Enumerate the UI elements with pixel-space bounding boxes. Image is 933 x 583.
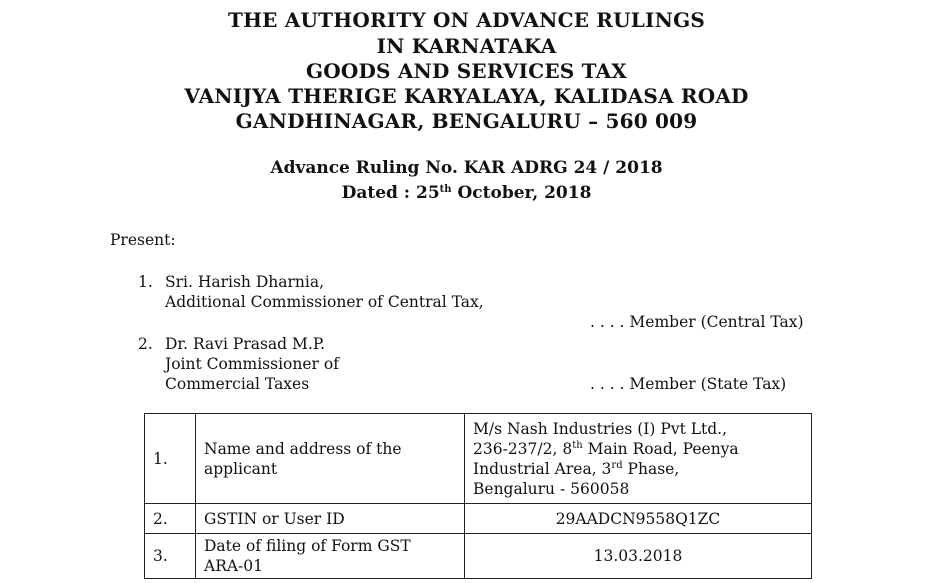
- member-role: . . . . Member (State Tax): [590, 375, 787, 393]
- member-title: Joint Commissioner of: [165, 355, 339, 373]
- row-value: 29AADCN9558Q1ZC: [465, 504, 812, 534]
- member-name: Dr. Ravi Prasad M.P.: [165, 335, 326, 353]
- member-number: 2.: [138, 335, 153, 353]
- member-role: . . . . Member (Central Tax): [590, 313, 804, 331]
- ruling-date: Dated : 25th October, 2018: [341, 183, 592, 203]
- value-line: Industrial Area, 3rd Phase,: [473, 459, 680, 478]
- applicant-details-table: [144, 413, 812, 579]
- authority-title: THE AUTHORITY ON ADVANCE RULINGS: [228, 8, 705, 32]
- ruling-number: Advance Ruling No. KAR ADRG 24 / 2018: [270, 158, 663, 178]
- label-line: ARA-01: [204, 557, 264, 575]
- table-row: [145, 414, 812, 504]
- authority-tax: GOODS AND SERVICES TAX: [305, 59, 628, 83]
- present-label: Present:: [110, 231, 176, 249]
- member-number: 1.: [138, 273, 153, 291]
- row-label: Name and address of the applicant: [196, 414, 465, 504]
- value-line: Bengaluru - 560058: [473, 479, 630, 498]
- label-line: Date of filing of Form GST: [204, 537, 411, 555]
- authority-address-line2: GANDHINAGAR, BENGALURU – 560 009: [235, 109, 698, 133]
- authority-state: IN KARNATAKA: [376, 34, 557, 58]
- table-row: [145, 534, 812, 579]
- member-name: Sri. Harish Dharnia,: [165, 273, 324, 291]
- row-label: GSTIN or User ID: [196, 504, 465, 534]
- row-value: 13.03.2018: [465, 534, 812, 579]
- value-line: 236-237/2, 8th Main Road, Peenya: [473, 439, 739, 458]
- row-label: [196, 534, 465, 579]
- member-title: Commercial Taxes: [165, 375, 310, 393]
- row-number: 3.: [145, 534, 196, 579]
- row-value: [465, 414, 812, 504]
- row-number: 2.: [145, 504, 196, 534]
- authority-address-line1: VANIJYA THERIGE KARYALAYA, KALIDASA ROAD: [184, 84, 749, 108]
- value-line: M/s Nash Industries (I) Pvt Ltd.,: [473, 419, 728, 438]
- row-number: 1.: [145, 414, 196, 504]
- table-row: [145, 504, 812, 534]
- member-title: Additional Commissioner of Central Tax,: [165, 293, 484, 311]
